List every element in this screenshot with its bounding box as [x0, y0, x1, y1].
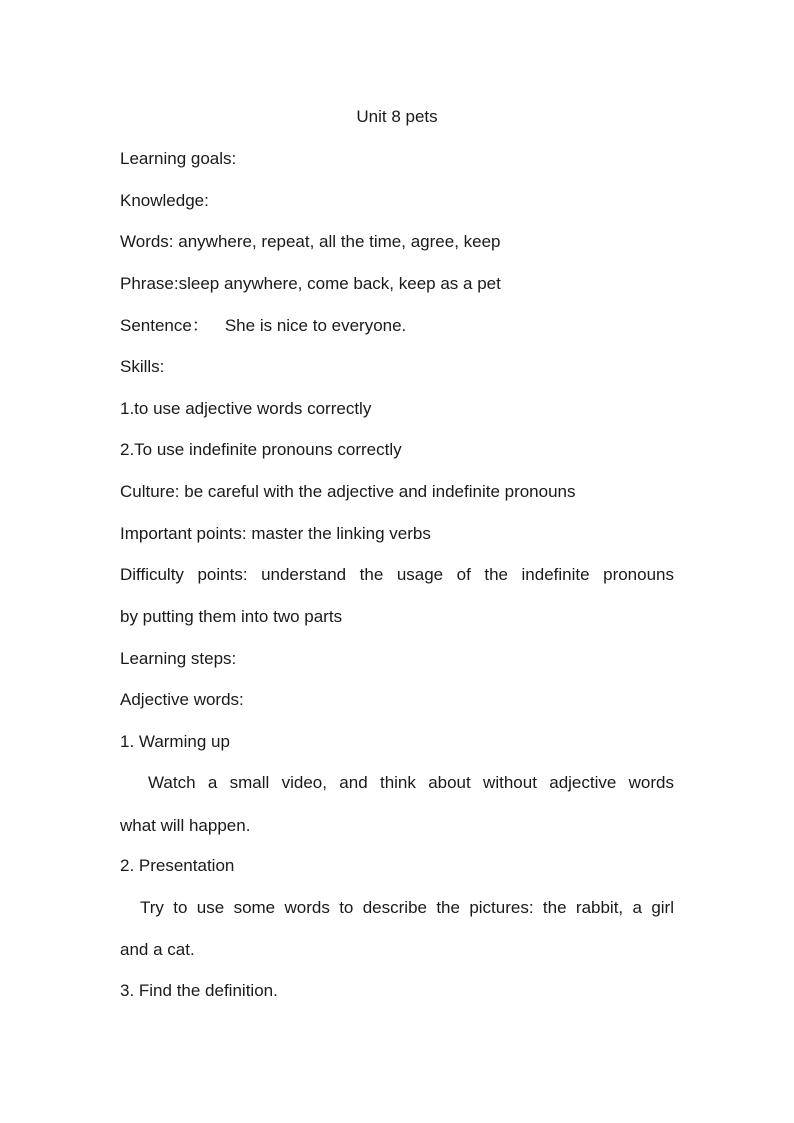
difficulty-points-line-1: Difficulty points: understand the usage of the indefinite pronouns	[120, 565, 674, 584]
sentence-text: She is nice to everyone.	[224, 316, 407, 335]
step-2-text-line-2: and a cat.	[120, 940, 195, 959]
skill-item-2: 2.To use indefinite pronouns correctly	[120, 440, 402, 459]
step-3-heading: 3. Find the definition.	[120, 981, 278, 1000]
phrase-line: Phrase:sleep anywhere, come back, keep as a pet	[120, 274, 501, 293]
difficulty-points-line-2: by putting them into two parts	[120, 607, 343, 626]
important-points-line: Important points: master the linking verbs	[120, 524, 431, 543]
skill-item-1: 1.to use adjective words correctly	[120, 399, 372, 418]
culture-line: Culture: be careful with the adjective and indefinite pronouns	[120, 482, 576, 501]
step-1-text-line-1: Watch a small video, and think about without adjective words	[148, 773, 674, 792]
step-1-heading: 1. Warming up	[120, 732, 230, 751]
adjective-words-heading: Adjective words:	[120, 690, 244, 709]
step-2-heading: 2. Presentation	[120, 856, 235, 875]
sentence-label: Sentence：	[120, 316, 209, 335]
words-line: Words: anywhere, repeat, all the time, agree, keep	[120, 232, 501, 251]
step-2-text-line-1: Try to use some words to describe the pictures: the rabbit, a girl	[140, 898, 674, 917]
learning-steps-heading: Learning steps:	[120, 649, 237, 668]
sentence-line	[120, 315, 674, 337]
learning-goals-heading: Learning goals:	[120, 149, 237, 168]
skills-heading: Skills:	[120, 357, 165, 376]
step-1-text-line-2: what will happen.	[120, 816, 251, 835]
knowledge-heading: Knowledge:	[120, 191, 209, 210]
page-title: Unit 8 pets	[356, 107, 438, 126]
